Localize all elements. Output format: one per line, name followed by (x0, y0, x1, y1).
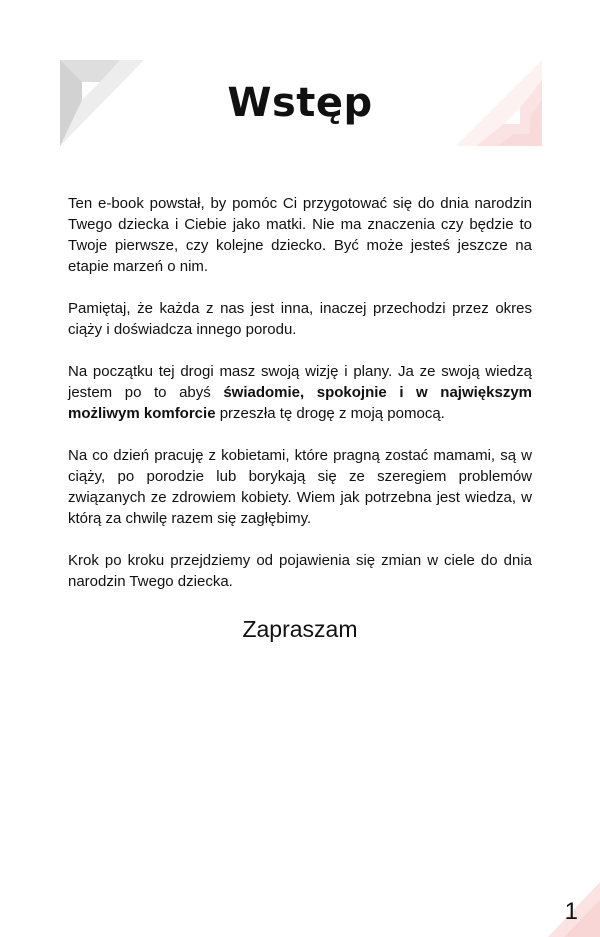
closing-invitation: Zapraszam (242, 616, 358, 642)
paragraph-2: Pamiętaj, że każda z nas jest inna, inaczej przechodzi przez okres ciąży i doświadcza innego porodu. (68, 300, 532, 338)
intro-text (68, 193, 532, 613)
page-title: Wstęp (227, 80, 373, 126)
page-number: 1 (564, 898, 578, 925)
paragraph-3-start: Na początku tej drogi masz swoją wizję i plany. Ja ze swoją wiedzą jestem po to abyś (68, 363, 532, 401)
paragraph-4: Na co dzień pracuję z kobietami, które pragną zostać mamami, są w ciąży, po porodzie lub borykają się ze szeregiem problemów związanych ze zdrowiem kobiety. Wiem jak potrzebna jest wiedza, w którą za chwilę razem się zagłębimy. (68, 447, 532, 527)
paragraph-5: Krok po kroku przejdziemy od pojawienia się zmian w ciele do dnia narodzin Twego dziecka. (68, 552, 532, 590)
paragraph-1: Ten e-book powstał, by pomóc Ci przygotować się do dnia narodzin Twego dziecka i Ciebie jako matki. Nie ma znaczenia czy będzie to Twoje pierwsze, czy kolejne dziecko. Być może jesteś jeszcze na etapie marzeń o nim. (68, 195, 532, 275)
paragraph-3-emphasis: świadomie, spokojnie i w największym możliwym komforcie (68, 384, 533, 422)
paragraph-3-end: przeszła tę drogę z moją pomocą. (215, 405, 445, 422)
paragraph-3 (68, 361, 532, 424)
